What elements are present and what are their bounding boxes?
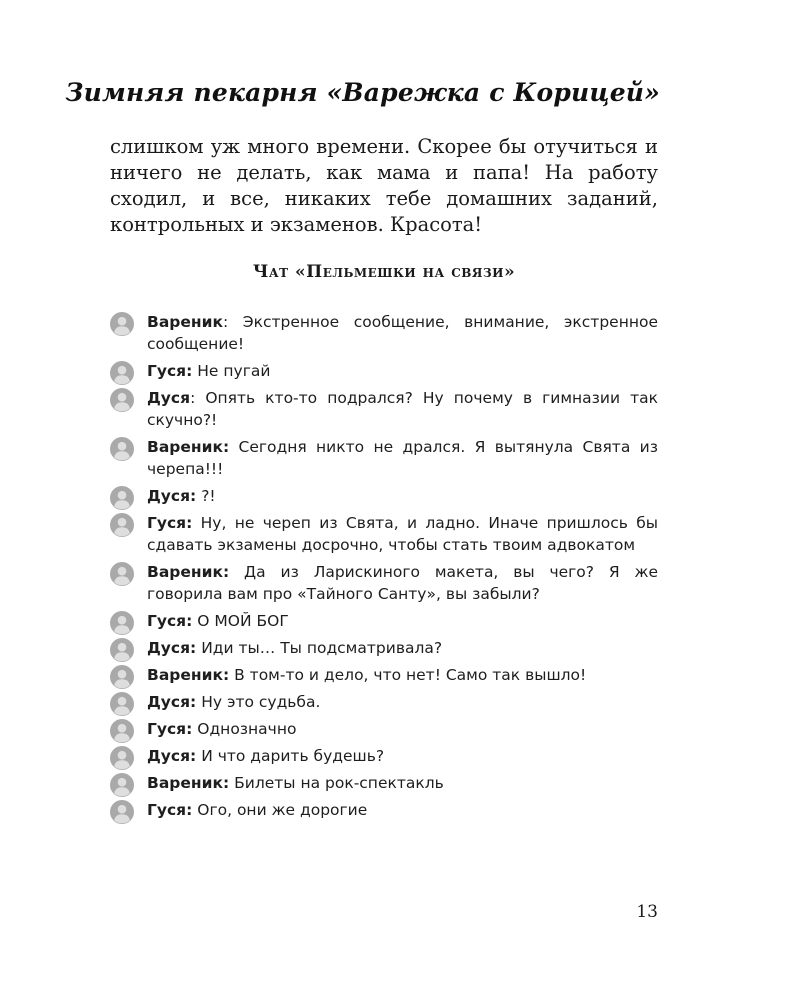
message-author: Вареник: (147, 563, 230, 581)
user-avatar-icon (110, 562, 134, 586)
user-avatar-icon (110, 312, 134, 336)
body-paragraph: слишком уж много времени. Скорее бы отучиться и ничего не делать, как мама и папа! На работу сходил, и все, никаких тебе домашних заданий, контрольных и экзаменов. Красота! (110, 135, 658, 236)
message-text: Иди ты… Ты подсматривала? (201, 639, 443, 657)
chat-message (110, 799, 658, 821)
chat-message-list (110, 311, 658, 826)
message-author: Дуся: (147, 693, 197, 711)
message-text: Опять кто-то подрался? Ну почему в гимназии так скучно?! (147, 389, 658, 429)
user-avatar-icon (110, 773, 134, 797)
user-avatar-icon (110, 719, 134, 743)
user-avatar-icon (110, 361, 134, 385)
user-avatar-icon (110, 800, 134, 824)
message-text: Ого, они же дорогие (197, 801, 368, 819)
user-avatar-icon (110, 638, 134, 662)
message-author: Гуся: (147, 514, 193, 532)
chat-message (110, 718, 658, 740)
message-author: Гуся: (147, 801, 193, 819)
message-separator (192, 514, 200, 532)
chat-message (110, 360, 658, 382)
chat-message (110, 512, 658, 556)
message-text: И что дарить будешь? (201, 747, 385, 765)
message-author: Вареник: (147, 666, 230, 684)
chat-message (110, 772, 658, 794)
user-avatar-icon (110, 513, 134, 537)
message-author: Вареник: (147, 438, 230, 456)
chat-message (110, 610, 658, 632)
message-separator: : (222, 313, 243, 331)
running-head-title: Зимняя пекарня «Варежка с Корицей» (65, 78, 660, 107)
chat-title: Чат «Пельмешки на связи» (252, 262, 516, 282)
page-number: 13 (636, 902, 658, 922)
chat-message (110, 691, 658, 713)
chat-message (110, 387, 658, 431)
user-avatar-icon (110, 746, 134, 770)
message-author: Вареник: (147, 774, 230, 792)
message-text: ?! (201, 487, 216, 505)
message-text: Сегодня никто не дрался. Я вытянула Свята из черепа!!! (147, 438, 658, 478)
chat-message (110, 436, 658, 480)
chat-message (110, 637, 658, 659)
chat-message (110, 745, 658, 767)
message-text: Не пугай (197, 362, 271, 380)
user-avatar-icon (110, 437, 134, 461)
message-author: Дуся: (147, 639, 197, 657)
message-separator (229, 438, 238, 456)
message-separator (229, 563, 244, 581)
chat-message (110, 311, 658, 355)
message-separator: : (190, 389, 206, 407)
user-avatar-icon (110, 611, 134, 635)
message-author: Гуся: (147, 612, 193, 630)
chat-message (110, 664, 658, 686)
message-text: О МОЙ БОГ (197, 612, 289, 630)
message-author: Гуся: (147, 720, 193, 738)
message-author: Дуся: (147, 487, 197, 505)
message-text: Однозначно (197, 720, 297, 738)
message-text: Экстренное сообщение, внимание, экстренное сообщение! (147, 313, 658, 353)
message-author: Дуся (147, 389, 191, 407)
user-avatar-icon (110, 388, 134, 412)
message-text: Ну это судьба. (201, 693, 321, 711)
chat-message (110, 485, 658, 507)
user-avatar-icon (110, 486, 134, 510)
user-avatar-icon (110, 692, 134, 716)
message-text: Ну, не череп из Свята, и ладно. Иначе пришлось бы сдавать экзамены досрочно, чтобы стать твоим адвокатом (147, 514, 658, 554)
message-author: Гуся: (147, 362, 193, 380)
message-author: Вареник (147, 313, 223, 331)
message-text: В том-то и дело, что нет! Само так вышло! (234, 666, 587, 684)
message-author: Дуся: (147, 747, 197, 765)
chat-message (110, 561, 658, 605)
message-text: Да из Ларискиного макета, вы чего? Я же говорила вам про «Тайного Санту», вы забыли? (147, 563, 658, 603)
message-text: Билеты на рок-спектакль (234, 774, 444, 792)
user-avatar-icon (110, 665, 134, 689)
